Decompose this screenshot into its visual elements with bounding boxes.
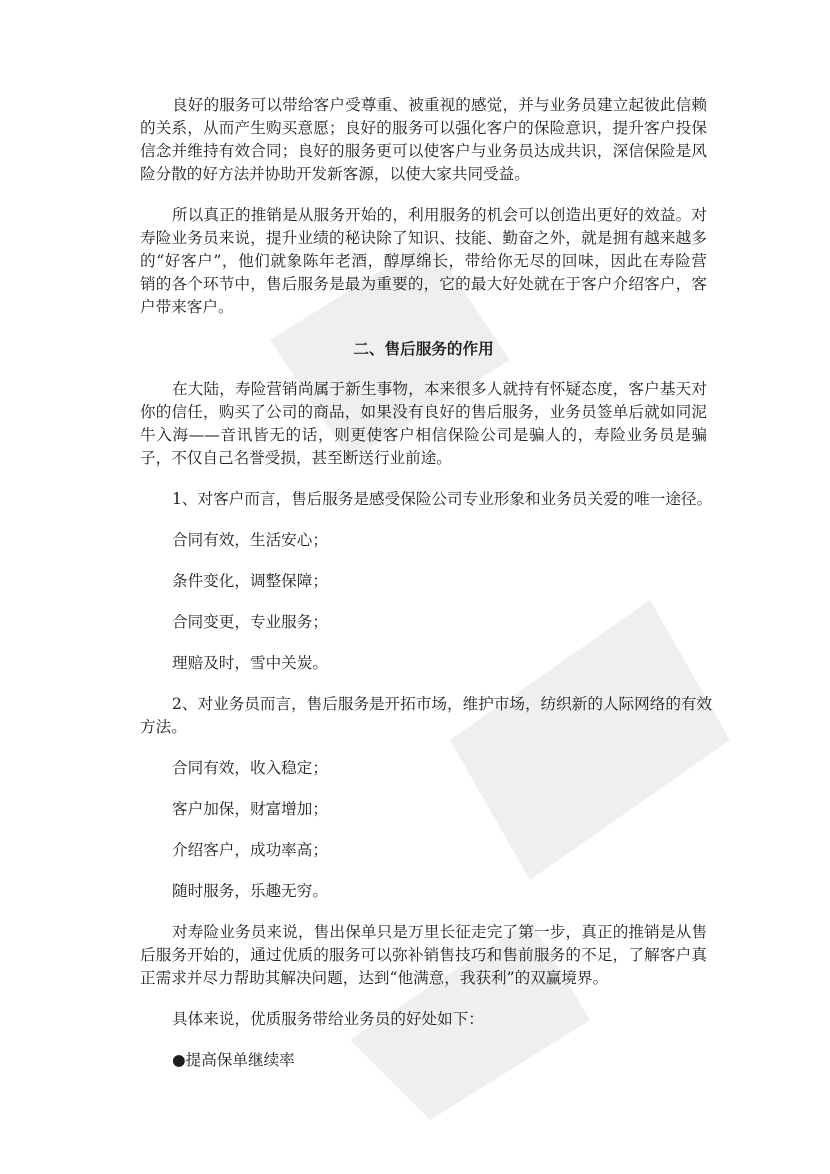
text-line: 你的信任，购买了公司的商品，如果没有良好的售后服务，业务员签单后就如同泥 — [140, 403, 707, 421]
text-line: 销的各个环节中，售后服务是最为重要的，它的最大好处就在于客户介绍客户，客 — [140, 275, 707, 293]
text-line: 后服务开始的，通过优质的服务可以弥补销售技巧和售前服务的不足，了解客户真 — [140, 946, 707, 964]
paragraph — [140, 1008, 707, 1031]
text-line: 牛入海——音讯皆无的话，则更使客户相信保险公司是骗人的，寿险业务员是骗 — [140, 426, 707, 444]
paragraph — [140, 921, 707, 990]
paragraph — [140, 378, 707, 470]
text-line: 随时服务，乐趣无穷。 — [172, 882, 328, 900]
text-line: 1、对客户而言，售后服务是感受保险公司专业形象和业务员关爱的唯一途径。 — [172, 490, 713, 508]
paragraph — [140, 652, 707, 675]
paragraph — [140, 570, 707, 593]
paragraph — [140, 1049, 707, 1072]
text-line: 客户加保，财富增加； — [172, 800, 328, 818]
text-line: ●提高保单继续率 — [172, 1051, 295, 1069]
document-page — [140, 94, 713, 1090]
text-line: 所以真正的推销是从服务开始的，利用服务的机会可以创造出更好的效益。对 — [172, 206, 707, 224]
paragraph — [140, 94, 707, 186]
paragraph — [140, 757, 707, 780]
text-line: 方法。 — [140, 718, 187, 736]
text-line: 子，不仅自己名誉受损，甚至断送行业前途。 — [140, 449, 452, 467]
paragraph — [140, 488, 713, 511]
text-line: 在大陆，寿险营销尚属于新生事物，本来很多人就持有怀疑态度，客户基天对 — [172, 380, 707, 398]
text-line: 介绍客户，成功率高； — [172, 841, 328, 859]
text-line: 合同变更，专业服务； — [172, 613, 328, 631]
text-line: 寿险业务员来说，提升业绩的秘诀除了知识、技能、勤奋之外，就是拥有越来越多 — [140, 229, 707, 247]
paragraph — [140, 204, 707, 319]
text-line: 信念并维持有效合同；良好的服务更可以使客户与业务员达成共识，深信保险是风 — [140, 142, 707, 160]
paragraph — [140, 798, 707, 821]
text-line: 户带来客户。 — [140, 298, 234, 316]
text-line: 的关系，从而产生购买意愿；良好的服务可以强化客户的保险意识，提升客户投保 — [140, 119, 707, 137]
text-line: 理赔及时，雪中关炭。 — [172, 654, 328, 672]
section-heading: 二、售后服务的作用 — [353, 339, 494, 358]
paragraph — [140, 693, 713, 739]
text-line: 具体来说，优质服务带给业务员的好处如下： — [172, 1010, 484, 1028]
text-line: 良好的服务可以带给客户受尊重、被重视的感觉，并与业务员建立起彼此信赖 — [172, 96, 707, 114]
paragraph — [140, 611, 707, 634]
text-line: 险分散的好方法并协助开发新客源，以使大家共同受益。 — [140, 165, 530, 183]
paragraph — [140, 839, 707, 862]
text-line: 的“好客户”，他们就象陈年老酒，醇厚绵长，带给你无尽的回味，因此在寿险营 — [140, 252, 707, 270]
text-line: 2、对业务员而言，售后服务是开拓市场，维护市场，纺织新的人际网络的有效 — [172, 695, 713, 713]
paragraph — [140, 529, 707, 552]
text-line: 正需求并尽力帮助其解决问题，达到“他满意，我获利”的双赢境界。 — [140, 969, 609, 987]
text-line: 条件变化，调整保障； — [172, 572, 328, 590]
text-line: 对寿险业务员来说，售出保单只是万里长征走完了第一步，真正的推销是从售 — [172, 923, 707, 941]
text-line: 合同有效，收入稳定； — [172, 759, 328, 777]
paragraph — [140, 880, 707, 903]
text-line: 合同有效，生活安心； — [172, 531, 328, 549]
